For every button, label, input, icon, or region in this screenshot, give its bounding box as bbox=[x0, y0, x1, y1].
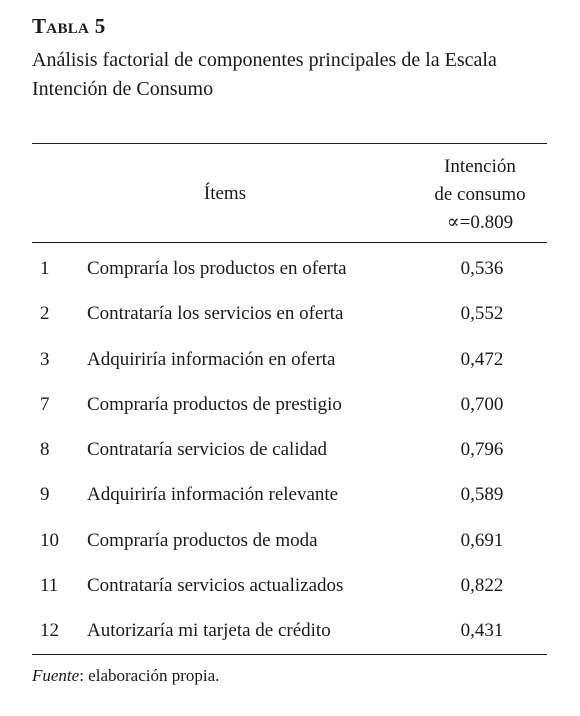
source-note bbox=[32, 666, 219, 686]
row-value: 0,552 bbox=[460, 303, 504, 325]
table-top-rule bbox=[32, 143, 547, 144]
row-number: 12 bbox=[40, 620, 59, 642]
row-value: 0,700 bbox=[460, 393, 504, 415]
row-item: Compraría productos de prestigio bbox=[87, 393, 342, 415]
header-items: Ítems bbox=[203, 183, 247, 204]
table-row bbox=[32, 339, 547, 384]
row-item: Contrataría servicios actualizados bbox=[87, 575, 344, 597]
row-item: Contrataría los servicios en oferta bbox=[87, 303, 344, 325]
table-row bbox=[32, 293, 547, 338]
row-value: 0,796 bbox=[460, 439, 504, 461]
source-text: : elaboración propia. bbox=[79, 666, 220, 685]
table-bottom-rule bbox=[32, 654, 547, 655]
row-item: Contrataría servicios de calidad bbox=[87, 439, 328, 461]
table-row bbox=[32, 565, 547, 610]
row-value: 0,589 bbox=[460, 484, 504, 506]
header-line-1: Intención bbox=[444, 156, 516, 177]
header-line-3: ∝=0.809 bbox=[446, 212, 514, 233]
table-label: Tabla 5 bbox=[32, 14, 106, 38]
row-item: Autorizaría mi tarjeta de crédito bbox=[87, 620, 331, 642]
row-item: Adquiriría información en oferta bbox=[87, 348, 336, 370]
row-item: Compraría productos de moda bbox=[87, 529, 318, 551]
table-title: Análisis factorial de componentes principales de la Escala Intención de Consumo bbox=[32, 49, 497, 100]
source-label: Fuente bbox=[32, 666, 80, 685]
row-item: Compraría los productos en oferta bbox=[87, 258, 347, 279]
row-value: 0,691 bbox=[460, 529, 504, 551]
row-number: 2 bbox=[40, 303, 50, 325]
row-number: 10 bbox=[40, 529, 59, 551]
row-number: 1 bbox=[40, 258, 50, 279]
table-body bbox=[32, 248, 547, 656]
header-line-2: de consumo bbox=[434, 184, 526, 205]
table-row bbox=[32, 384, 547, 429]
table-row bbox=[32, 520, 547, 565]
row-value: 0,822 bbox=[460, 575, 504, 597]
row-number: 7 bbox=[40, 393, 50, 415]
row-number: 9 bbox=[40, 484, 50, 506]
row-value: 0,472 bbox=[460, 348, 504, 370]
row-number: 3 bbox=[40, 348, 50, 370]
row-item: Adquiriría información relevante bbox=[87, 484, 339, 506]
row-value: 0,536 bbox=[460, 258, 504, 279]
row-number: 11 bbox=[40, 575, 59, 597]
table-row bbox=[32, 429, 547, 474]
row-value: 0,431 bbox=[460, 620, 504, 642]
table-row bbox=[32, 610, 547, 655]
header-intencion-consumo bbox=[400, 153, 560, 237]
header-rule bbox=[32, 242, 547, 243]
table-row bbox=[32, 474, 547, 519]
row-number: 8 bbox=[40, 439, 50, 461]
table-row bbox=[32, 248, 547, 293]
